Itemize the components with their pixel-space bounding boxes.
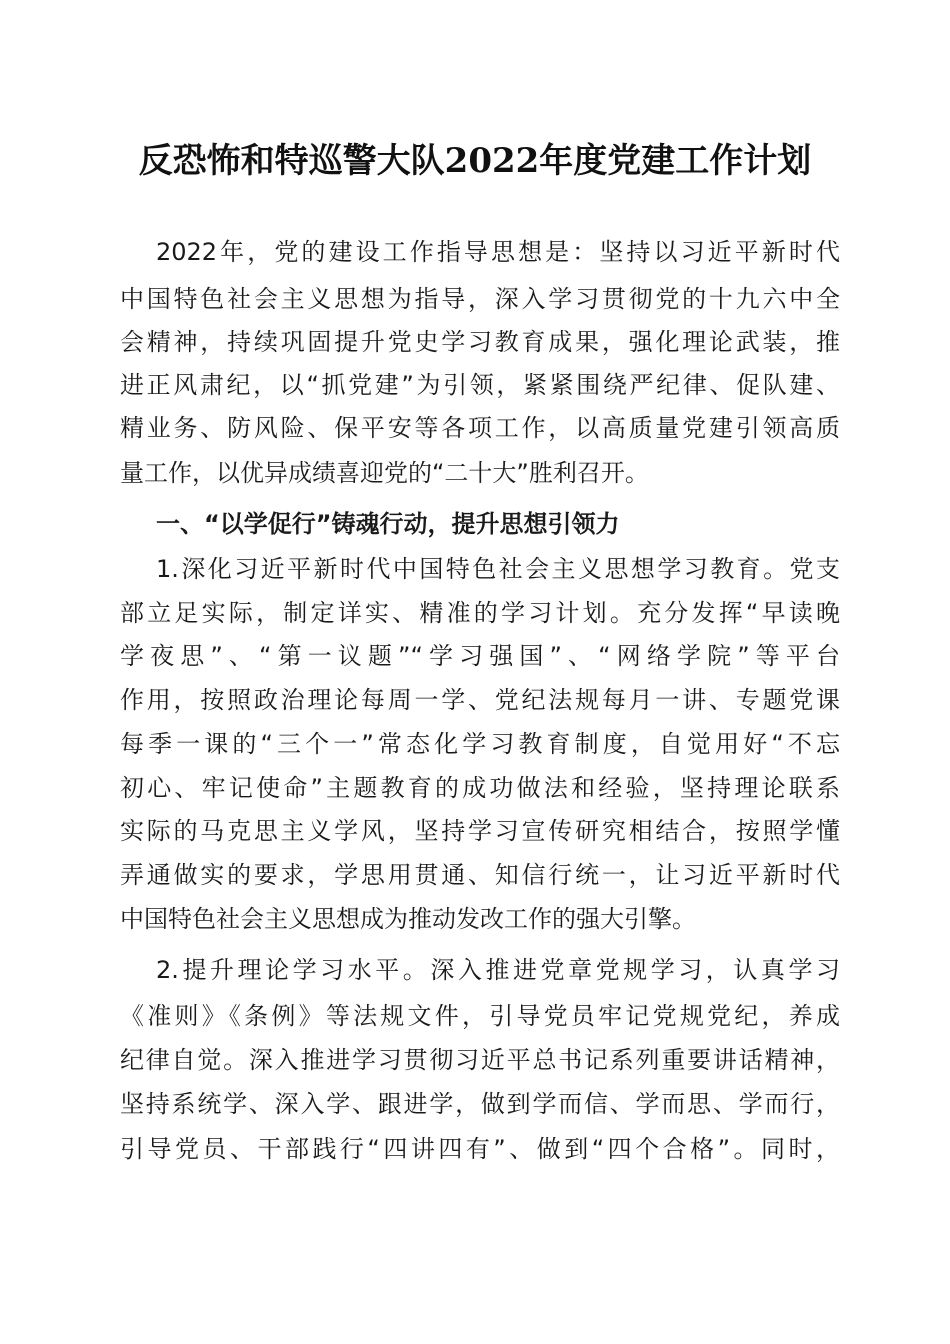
paragraph-line: 《准则》《条例》等法规文件，引导党员牢记党规党纪，养成	[120, 1002, 840, 1030]
paragraph-line: 实际的马克思主义学风，坚持学习宣传研究相结合，按照学懂	[120, 817, 840, 845]
paragraph-line: 纪律自觉。深入推进学习贯彻习近平总书记系列重要讲话精神，	[120, 1046, 840, 1074]
paragraph-line: 初心、牢记使命”主题教育的成功做法和经验，坚持理论联系	[120, 774, 840, 802]
paragraph-line: 精业务、防风险、保平安等各项工作，以高质量党建引领高质	[120, 414, 840, 442]
paragraph-line: 量工作，以优异成绩喜迎党的“二十大”胜利召开。	[120, 459, 649, 487]
paragraph-line: 1.深化习近平新时代中国特色社会主义思想学习教育。党支	[156, 555, 840, 583]
document-title: 反恐怖和特巡警大队2022年度党建工作计划	[138, 141, 812, 181]
paragraph-line: 中国特色社会主义思想成为推动发改工作的强大引擎。	[120, 905, 696, 933]
paragraph-line: 会精神，持续巩固提升党史学习教育成果，强化理论武装，推	[120, 328, 840, 356]
paragraph-line: 中国特色社会主义思想为指导，深入学习贯彻党的十九六中全	[120, 285, 840, 313]
paragraph-line: 每季一课的“三个一”常态化学习教育制度，自觉用好“不忘	[120, 730, 840, 758]
paragraph-line: 进正风肃纪，以“抓党建”为引领，紧紧围绕严纪律、促队建、	[120, 371, 840, 399]
paragraph-line: 弄通做实的要求，学思用贯通、知信行统一，让习近平新时代	[120, 861, 840, 889]
section-heading: 一、“以学促行”铸魂行动，提升思想引领力	[156, 510, 620, 538]
paragraph-line: 部立足实际，制定详实、精准的学习计划。充分发挥“早读晚	[120, 599, 840, 627]
paragraph-line: 作用，按照政治理论每周一学、党纪法规每月一讲、专题党课	[120, 686, 840, 714]
paragraph-line: 学夜思”、“第一议题”“学习强国”、“网络学院”等平台	[120, 642, 840, 670]
paragraph-line: 引导党员、干部践行“四讲四有”、做到“四个合格”。同时，	[120, 1135, 840, 1163]
paragraph-line: 2.提升理论学习水平。深入推进党章党规学习，认真学习	[156, 956, 840, 984]
paragraph-line: 2022年，党的建设工作指导思想是：坚持以习近平新时代	[156, 238, 840, 266]
paragraph-line: 坚持系统学、深入学、跟进学，做到学而信、学而思、学而行，	[120, 1090, 840, 1118]
